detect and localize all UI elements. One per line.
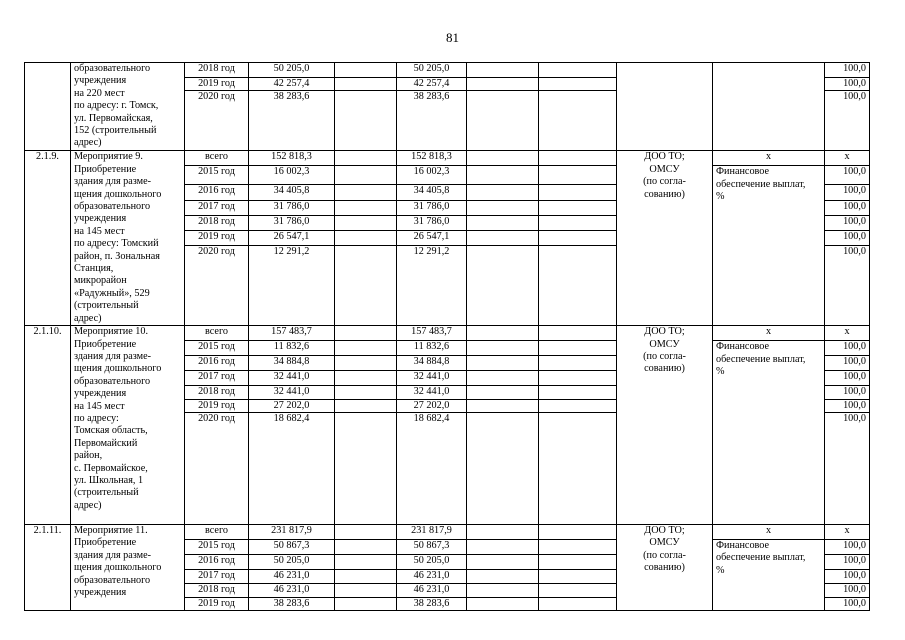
col6-cell — [539, 597, 617, 610]
year-cell: 2019 год — [185, 399, 249, 412]
col5-cell — [467, 569, 539, 583]
col3-cell — [335, 166, 397, 185]
col3-cell — [335, 386, 397, 399]
col5-cell — [467, 151, 539, 166]
col5-cell — [467, 326, 539, 341]
col6-cell — [539, 216, 617, 231]
col3-cell — [335, 78, 397, 91]
total-cell: 27 202,0 — [249, 399, 335, 412]
col4-cell: 50 205,0 — [397, 63, 467, 78]
col5-cell — [467, 539, 539, 554]
total-cell: 157 483,7 — [249, 326, 335, 341]
indicator-value-cell: 100,0 — [825, 341, 870, 356]
col6-cell — [539, 386, 617, 399]
indicator-value-cell: 100,0 — [825, 78, 870, 91]
year-cell: 2015 год — [185, 539, 249, 554]
col5-cell — [467, 246, 539, 326]
col4-cell: 46 231,0 — [397, 569, 467, 583]
col5-cell — [467, 201, 539, 216]
year-cell: 2018 год — [185, 216, 249, 231]
col6-cell — [539, 524, 617, 539]
indicator-value-cell: 100,0 — [825, 554, 870, 569]
total-cell: 38 283,6 — [249, 91, 335, 151]
col3-cell — [335, 539, 397, 554]
indicator-value-cell: 100,0 — [825, 216, 870, 231]
col4-cell: 32 441,0 — [397, 371, 467, 386]
col4-cell: 152 818,3 — [397, 151, 467, 166]
indicator-value-cell: 100,0 — [825, 185, 870, 201]
indicator-value-cell: 100,0 — [825, 399, 870, 412]
item-title: Мероприятие 10. Приобретение здания для разме- щения дошкольного образовательного учреждения на 145 мест по адресу: Томская область, Первомайский район, с. Первомайское, ул. Школьная, 1 (строительный адрес) — [71, 326, 185, 525]
item-title: Мероприятие 9. Приобретение здания для разме- щения дошкольного образовательного учреждения на 145 мест по адресу: Томский район, п. Зональная Станция, микрорайон «Радужный», 529 (строительный адрес) — [71, 151, 185, 326]
col4-cell: 42 257,4 — [397, 78, 467, 91]
col6-cell — [539, 371, 617, 386]
col3-cell — [335, 399, 397, 412]
col4-cell: 231 817,9 — [397, 524, 467, 539]
col6-cell — [539, 78, 617, 91]
col5-cell — [467, 356, 539, 371]
indicator-value-cell: 100,0 — [825, 63, 870, 78]
indicator-cell: Финансовое обеспечение выплат, % — [713, 539, 825, 610]
col6-cell — [539, 231, 617, 246]
year-cell: 2016 год — [185, 554, 249, 569]
total-cell: 152 818,3 — [249, 151, 335, 166]
col5-cell — [467, 554, 539, 569]
col3-cell — [335, 356, 397, 371]
col5-cell — [467, 91, 539, 151]
col3-cell — [335, 597, 397, 610]
col4-cell: 11 832,6 — [397, 341, 467, 356]
col6-cell — [539, 583, 617, 597]
indicator-value-cell: 100,0 — [825, 597, 870, 610]
col4-cell: 27 202,0 — [397, 399, 467, 412]
col6-cell — [539, 554, 617, 569]
col5-cell — [467, 371, 539, 386]
col6-cell — [539, 63, 617, 78]
indicator-value-cell: 100,0 — [825, 412, 870, 524]
total-cell: 31 786,0 — [249, 216, 335, 231]
table-body — [25, 63, 870, 611]
col3-cell — [335, 326, 397, 341]
col4-cell: 50 867,3 — [397, 539, 467, 554]
indicator-x-cell: х — [713, 524, 825, 539]
col3-cell — [335, 371, 397, 386]
col4-cell: 12 291,2 — [397, 246, 467, 326]
col3-cell — [335, 246, 397, 326]
total-cell: 18 682,4 — [249, 412, 335, 524]
page-number: 81 — [446, 30, 459, 45]
col6-cell — [539, 399, 617, 412]
col5-cell — [467, 78, 539, 91]
total-cell: 46 231,0 — [249, 569, 335, 583]
indicator-value-cell: 100,0 — [825, 539, 870, 554]
total-cell: 26 547,1 — [249, 231, 335, 246]
year-cell: 2020 год — [185, 246, 249, 326]
total-cell: 50 205,0 — [249, 63, 335, 78]
indicator-value-cell: 100,0 — [825, 371, 870, 386]
col6-cell — [539, 326, 617, 341]
year-cell: всего — [185, 524, 249, 539]
table-row — [25, 326, 870, 341]
indicator-value-cell: 100,0 — [825, 356, 870, 371]
col5-cell — [467, 166, 539, 185]
year-cell: всего — [185, 151, 249, 166]
col3-cell — [335, 569, 397, 583]
indicator-value-cell: 100,0 — [825, 166, 870, 185]
year-cell: 2019 год — [185, 231, 249, 246]
item-number: 2.1.9. — [25, 151, 71, 326]
col3-cell — [335, 583, 397, 597]
indicator-value-cell: 100,0 — [825, 583, 870, 597]
col3-cell — [335, 216, 397, 231]
executor-cell: ДОО ТО; ОМСУ (по согла- сованию) — [617, 151, 713, 326]
col3-cell — [335, 524, 397, 539]
year-cell: 2017 год — [185, 371, 249, 386]
year-cell: всего — [185, 326, 249, 341]
col5-cell — [467, 341, 539, 356]
col3-cell — [335, 185, 397, 201]
executor-cell: ДОО ТО; ОМСУ (по согла- сованию) — [617, 524, 713, 610]
col3-cell — [335, 554, 397, 569]
col6-cell — [539, 539, 617, 554]
item-number: 2.1.11. — [25, 524, 71, 610]
col4-cell: 38 283,6 — [397, 597, 467, 610]
col4-cell: 50 205,0 — [397, 554, 467, 569]
total-cell: 50 867,3 — [249, 539, 335, 554]
total-cell: 31 786,0 — [249, 201, 335, 216]
col5-cell — [467, 597, 539, 610]
indicator-cell: Финансовое обеспечение выплат, % — [713, 341, 825, 525]
table-row — [25, 524, 870, 539]
col4-cell: 31 786,0 — [397, 216, 467, 231]
indicator-x-cell: х — [713, 326, 825, 341]
program-table — [24, 62, 870, 611]
indicator-cell: Финансовое обеспечение выплат, % — [713, 166, 825, 326]
executor-cell: ДОО ТО; ОМСУ (по согла- сованию) — [617, 326, 713, 525]
indicator-value-cell: х — [825, 326, 870, 341]
year-cell: 2016 год — [185, 356, 249, 371]
year-cell: 2017 год — [185, 201, 249, 216]
col6-cell — [539, 151, 617, 166]
indicator-value-cell: 100,0 — [825, 91, 870, 151]
indicator-value-cell: 100,0 — [825, 231, 870, 246]
item-title: образовательного учреждения на 220 мест по адресу: г. Томск, ул. Первомайская, 152 (строительный адрес) — [71, 63, 185, 151]
total-cell: 11 832,6 — [249, 341, 335, 356]
col6-cell — [539, 185, 617, 201]
col3-cell — [335, 91, 397, 151]
col3-cell — [335, 63, 397, 78]
year-cell: 2019 год — [185, 78, 249, 91]
total-cell: 34 405,8 — [249, 185, 335, 201]
total-cell: 32 441,0 — [249, 386, 335, 399]
col4-cell: 16 002,3 — [397, 166, 467, 185]
col4-cell: 32 441,0 — [397, 386, 467, 399]
indicator-value-cell: х — [825, 524, 870, 539]
col5-cell — [467, 583, 539, 597]
year-cell: 2018 год — [185, 63, 249, 78]
year-cell: 2017 год — [185, 569, 249, 583]
indicator-value-cell: 100,0 — [825, 201, 870, 216]
col5-cell — [467, 216, 539, 231]
total-cell: 38 283,6 — [249, 597, 335, 610]
total-cell: 12 291,2 — [249, 246, 335, 326]
year-cell: 2018 год — [185, 386, 249, 399]
col4-cell: 18 682,4 — [397, 412, 467, 524]
item-title: Мероприятие 11. Приобретение здания для разме- щения дошкольного образовательного учреждения — [71, 524, 185, 610]
col3-cell — [335, 412, 397, 524]
col4-cell: 157 483,7 — [397, 326, 467, 341]
total-cell: 50 205,0 — [249, 554, 335, 569]
indicator-value-cell: х — [825, 151, 870, 166]
col4-cell: 46 231,0 — [397, 583, 467, 597]
col6-cell — [539, 412, 617, 524]
total-cell: 46 231,0 — [249, 583, 335, 597]
col3-cell — [335, 201, 397, 216]
col6-cell — [539, 201, 617, 216]
indicator-value-cell: 100,0 — [825, 386, 870, 399]
col3-cell — [335, 341, 397, 356]
col3-cell — [335, 151, 397, 166]
year-cell: 2020 год — [185, 412, 249, 524]
total-cell: 231 817,9 — [249, 524, 335, 539]
col6-cell — [539, 569, 617, 583]
total-cell: 16 002,3 — [249, 166, 335, 185]
col6-cell — [539, 246, 617, 326]
total-cell: 32 441,0 — [249, 371, 335, 386]
year-cell: 2020 год — [185, 91, 249, 151]
col6-cell — [539, 166, 617, 185]
executor-cell — [617, 63, 713, 151]
year-cell: 2015 год — [185, 166, 249, 185]
indicator-value-cell: 100,0 — [825, 246, 870, 326]
col4-cell: 26 547,1 — [397, 231, 467, 246]
col5-cell — [467, 386, 539, 399]
col5-cell — [467, 412, 539, 524]
total-cell: 34 884,8 — [249, 356, 335, 371]
col5-cell — [467, 524, 539, 539]
col5-cell — [467, 63, 539, 78]
col4-cell: 31 786,0 — [397, 201, 467, 216]
col4-cell: 34 405,8 — [397, 185, 467, 201]
year-cell: 2019 год — [185, 597, 249, 610]
col3-cell — [335, 231, 397, 246]
col5-cell — [467, 185, 539, 201]
year-cell: 2018 год — [185, 583, 249, 597]
year-cell: 2015 год — [185, 341, 249, 356]
indicator-x-cell: х — [713, 151, 825, 166]
table-row — [25, 63, 870, 78]
item-number: 2.1.10. — [25, 326, 71, 525]
col5-cell — [467, 231, 539, 246]
year-cell: 2016 год — [185, 185, 249, 201]
col4-cell: 38 283,6 — [397, 91, 467, 151]
table-row — [25, 151, 870, 166]
col6-cell — [539, 91, 617, 151]
col5-cell — [467, 399, 539, 412]
item-number — [25, 63, 71, 151]
total-cell: 42 257,4 — [249, 78, 335, 91]
indicator-cell — [713, 63, 825, 151]
col6-cell — [539, 341, 617, 356]
col6-cell — [539, 356, 617, 371]
indicator-value-cell: 100,0 — [825, 569, 870, 583]
col4-cell: 34 884,8 — [397, 356, 467, 371]
